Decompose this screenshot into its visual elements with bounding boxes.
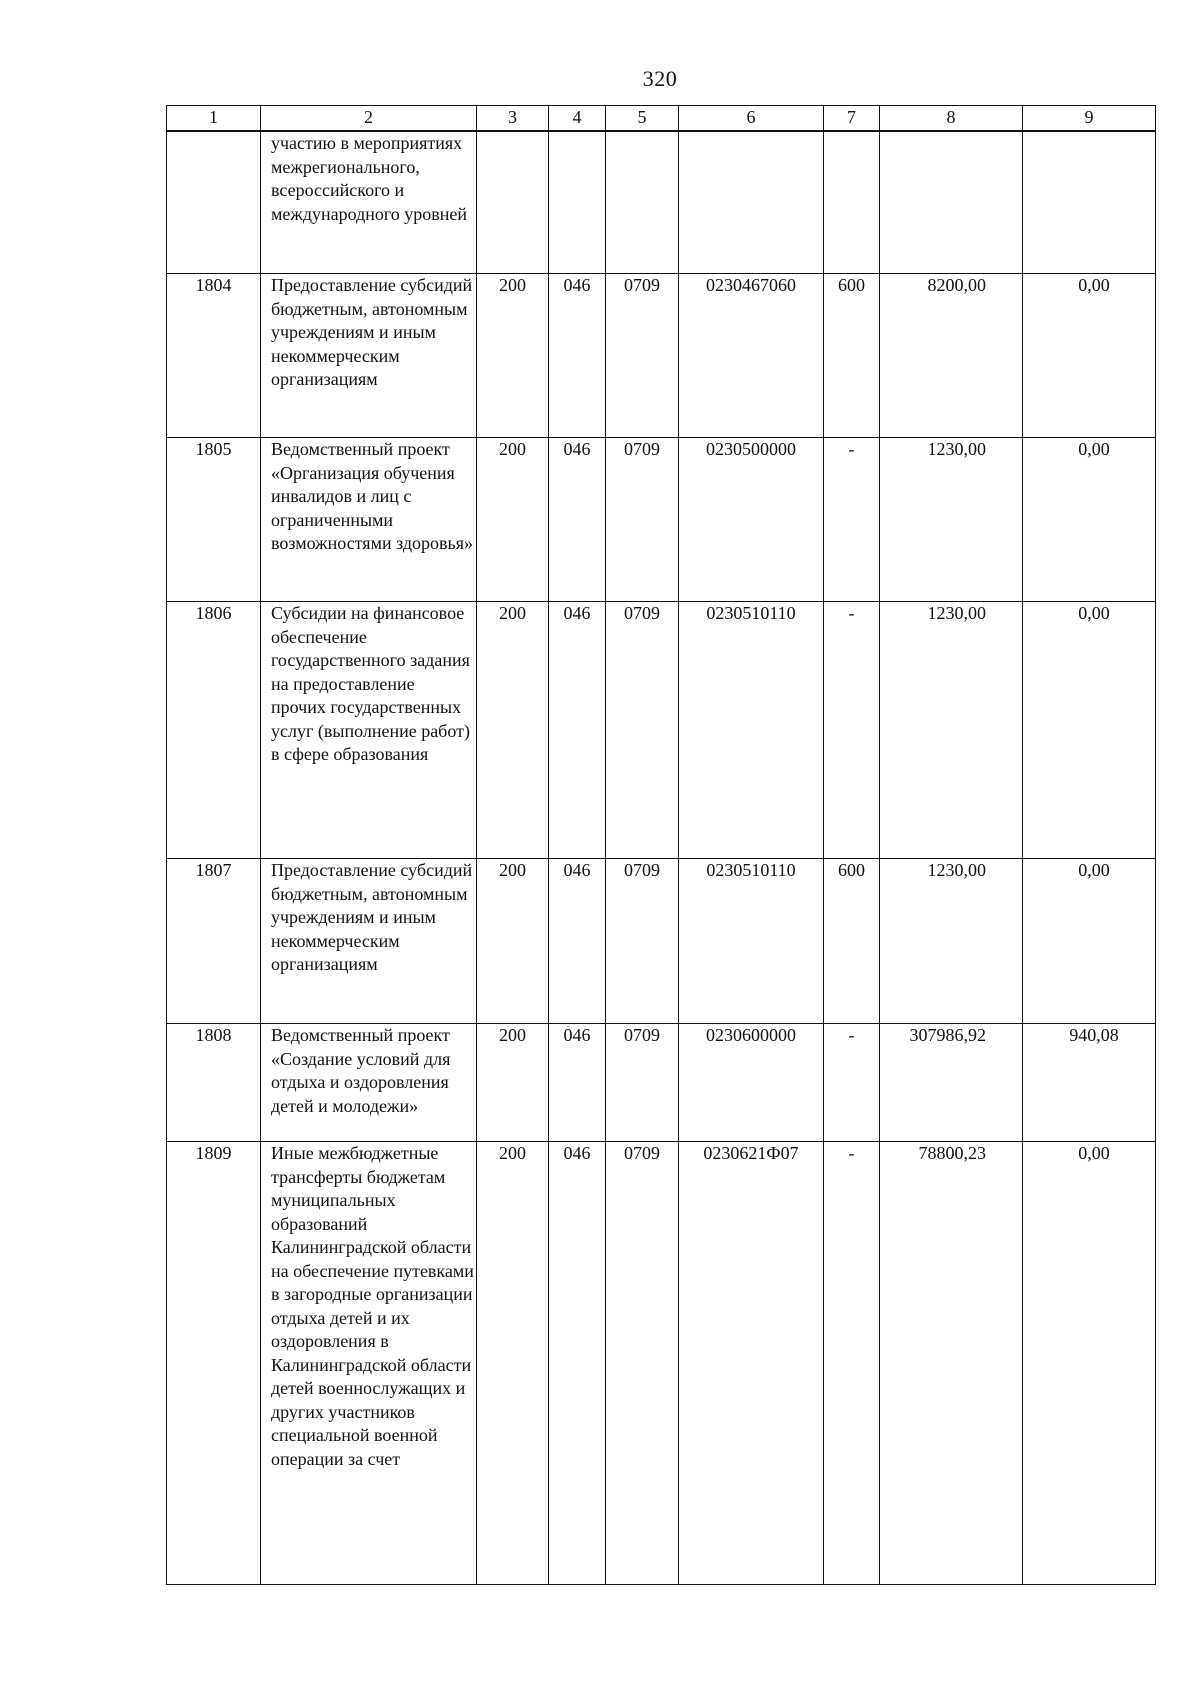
table-row <box>167 1142 1156 1585</box>
row-name: Ведомственный проект «Создание условий для отдыха и оздоровления детей и молодежи» <box>261 1024 477 1142</box>
cell-col5: 0709 <box>606 274 679 438</box>
table-row <box>167 1024 1156 1142</box>
cell-col9: 0,00 <box>1023 602 1156 859</box>
column-header: 3 <box>477 106 549 132</box>
table-row <box>167 438 1156 602</box>
cell-col4: 046 <box>549 602 606 859</box>
cell-col8: 1230,00 <box>880 859 1023 1024</box>
table-row <box>167 131 1156 274</box>
cell-col7 <box>824 131 880 274</box>
column-header: 1 <box>167 106 261 132</box>
table-row <box>167 602 1156 859</box>
column-header: 4 <box>549 106 606 132</box>
cell-col7: - <box>824 602 880 859</box>
table-header-row <box>167 106 1156 132</box>
column-header: 8 <box>880 106 1023 132</box>
cell-col9: 940,08 <box>1023 1024 1156 1142</box>
cell-col5: 0709 <box>606 602 679 859</box>
table-row <box>167 859 1156 1024</box>
cell-col4: 046 <box>549 859 606 1024</box>
row-number <box>167 131 261 274</box>
cell-col9: 0,00 <box>1023 274 1156 438</box>
row-name: Ведомственный проект «Организация обучения инвалидов и лиц с ограниченными возможностями здоровья» <box>261 438 477 602</box>
cell-col6: 0230500000 <box>679 438 824 602</box>
row-name: Предоставление субсидий бюджетным, автономным учреждениям и иным некоммерческим организациям <box>261 859 477 1024</box>
cell-col8: 1230,00 <box>880 602 1023 859</box>
cell-col6: 0230510110 <box>679 859 824 1024</box>
cell-col7: 600 <box>824 859 880 1024</box>
row-number: 1804 <box>167 274 261 438</box>
cell-col4: 046 <box>549 438 606 602</box>
row-name: Иные межбюджетные трансферты бюджетам муниципальных образований Калининградской области на обеспечение путевками в загородные организации отдыха детей и их оздоровления в Калининградской области детей военнослужащих и других участников специальной военной операции за счет <box>261 1142 477 1585</box>
cell-col5: 0709 <box>606 1024 679 1142</box>
cell-col8: 1230,00 <box>880 438 1023 602</box>
cell-col3: 200 <box>477 859 549 1024</box>
cell-col3: 200 <box>477 1024 549 1142</box>
cell-col9 <box>1023 131 1156 274</box>
row-name: Предоставление субсидий бюджетным, автономным учреждениям и иным некоммерческим организациям <box>261 274 477 438</box>
row-number: 1808 <box>167 1024 261 1142</box>
cell-col3: 200 <box>477 438 549 602</box>
row-number: 1805 <box>167 438 261 602</box>
cell-col6: 0230467060 <box>679 274 824 438</box>
column-header: 6 <box>679 106 824 132</box>
cell-col4: 046 <box>549 274 606 438</box>
cell-col6: 0230510110 <box>679 602 824 859</box>
column-header: 2 <box>261 106 477 132</box>
column-header: 9 <box>1023 106 1156 132</box>
page-number: 320 <box>642 66 678 91</box>
cell-col3 <box>477 131 549 274</box>
row-number: 1809 <box>167 1142 261 1585</box>
cell-col6 <box>679 131 824 274</box>
cell-col5: 0709 <box>606 438 679 602</box>
cell-col8: 307986,92 <box>880 1024 1023 1142</box>
cell-col4: 046 <box>549 1142 606 1585</box>
budget-table <box>166 105 1156 1585</box>
row-name: участию в мероприятиях межрегионального, всероссийского и международного уровней <box>261 131 477 274</box>
cell-col7: 600 <box>824 274 880 438</box>
column-header: 7 <box>824 106 880 132</box>
cell-col7: - <box>824 1024 880 1142</box>
row-name: Субсидии на финансовое обеспечение государственного задания на предоставление прочих государственных услуг (выполнение работ) в сфере образования <box>261 602 477 859</box>
row-number: 1807 <box>167 859 261 1024</box>
cell-col9: 0,00 <box>1023 1142 1156 1585</box>
cell-col7: - <box>824 1142 880 1585</box>
cell-col5: 0709 <box>606 859 679 1024</box>
cell-col5 <box>606 131 679 274</box>
cell-col4: 046 <box>549 1024 606 1142</box>
cell-col4 <box>549 131 606 274</box>
cell-col9: 0,00 <box>1023 859 1156 1024</box>
cell-col8: 78800,23 <box>880 1142 1023 1585</box>
cell-col3: 200 <box>477 1142 549 1585</box>
cell-col5: 0709 <box>606 1142 679 1585</box>
cell-col8 <box>880 131 1023 274</box>
cell-col9: 0,00 <box>1023 438 1156 602</box>
column-header: 5 <box>606 106 679 132</box>
cell-col3: 200 <box>477 602 549 859</box>
table-row <box>167 274 1156 438</box>
cell-col6: 0230621Ф07 <box>679 1142 824 1585</box>
cell-col6: 0230600000 <box>679 1024 824 1142</box>
cell-col3: 200 <box>477 274 549 438</box>
cell-col7: - <box>824 438 880 602</box>
row-number: 1806 <box>167 602 261 859</box>
cell-col8: 8200,00 <box>880 274 1023 438</box>
